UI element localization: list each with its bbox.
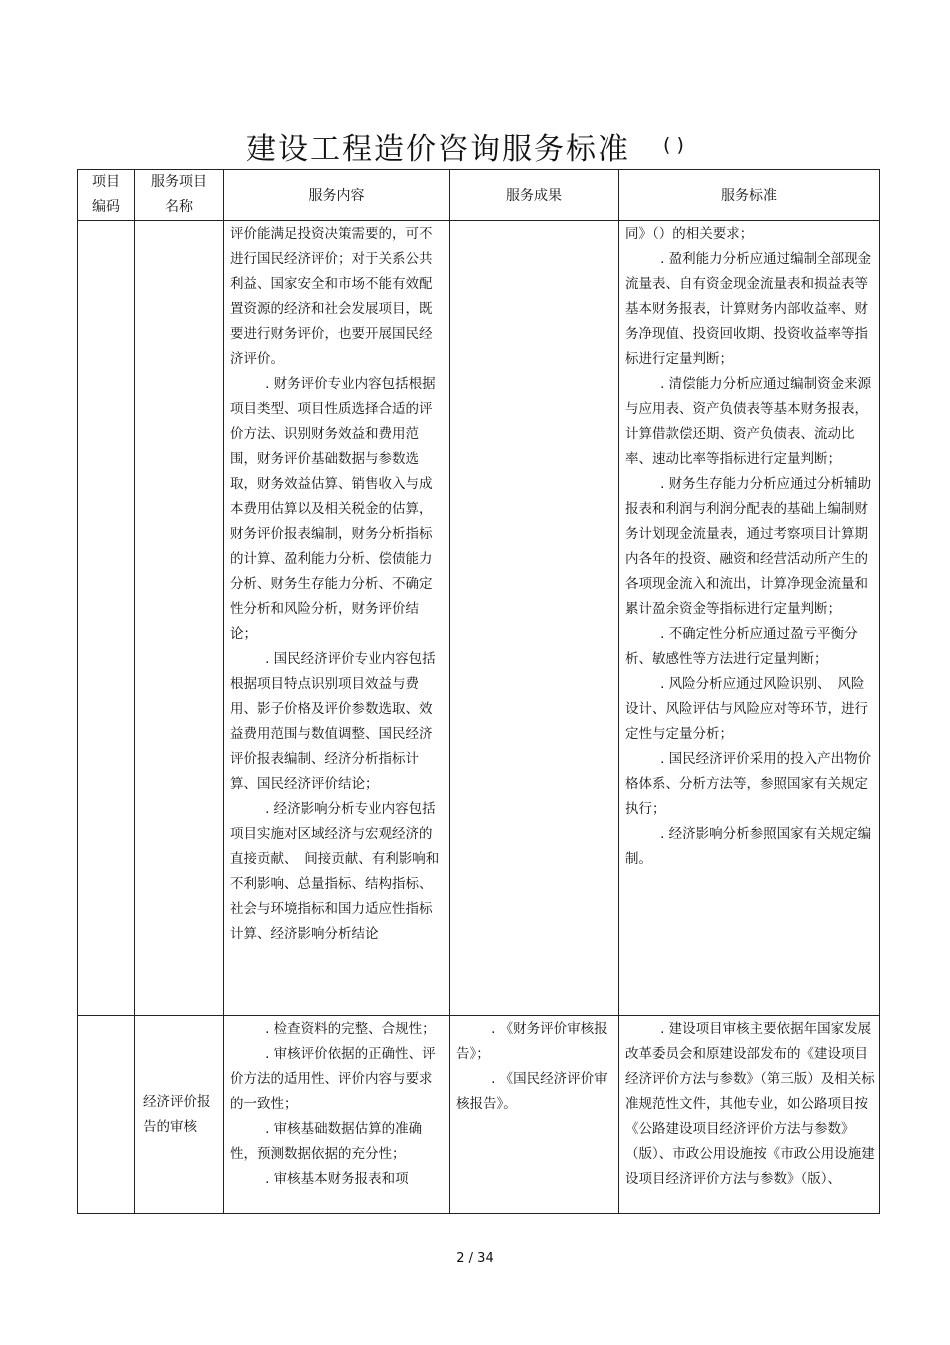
table-header-row <box>78 170 880 221</box>
header-name: 服务项目 名称 <box>135 170 224 221</box>
row1-code <box>78 221 135 1016</box>
table-row <box>78 1016 880 1214</box>
row1-standard <box>619 221 880 1016</box>
paragraph: . 《国民经济评价审核报告》。 <box>456 1071 608 1112</box>
paragraph: . 审核基础数据估算的准确性，预测数据依据的充分性； <box>230 1121 423 1162</box>
row2-standard <box>619 1016 880 1214</box>
paragraph: . 不确定性分析应通过盈亏平衡分析、敏感性等方法进行定量判断； <box>625 626 858 667</box>
header-standard: 服务标准 <box>619 170 880 221</box>
row2-content <box>224 1016 450 1214</box>
service-standard-table <box>77 169 880 1214</box>
paragraph: . 财务评价专业内容包括根据项目类型、项目性质选择合适的评价方法、识别财务效益和费用范围，财务评价基础数据与参数选取，财务效益估算、销售收入与成本费用估算以及相关税金的估算，财务评价报表编制，财务分析指标的计算、盈利能力分析、偿债能力分析、财务生存能力分析、不确定性分析和风险分析，财务评价结论； <box>230 376 436 642</box>
header-content: 服务内容 <box>224 170 450 221</box>
title-main: 建设工程造价咨询服务标准 <box>246 132 630 167</box>
document-title <box>0 120 950 170</box>
paragraph: . 财务生存能力分析应通过分析辅助报表和利润与利润分配表的基础上编制财务计划现金流量表，通过考察项目计算期内各年的投资、融资和经营活动所产生的各项现金流入和流出，计算净现金流量和累计盈余资金等指标进行定量判断； <box>625 476 872 617</box>
paragraph: . 审核基本财务报表和项 <box>265 1171 409 1187</box>
paragraph: . 建设项目审核主要依据年国家发展改革委员会和原建设部发布的《建设项目经济评价方法与参数》（第三版）及相关标准规范性文件，其他专业，如公路项目按《公路建设项目经济评价方法与参数》（版）、市政公用设施按《市政公用设施建设项目经济评价方法与参数》（版）、 <box>625 1021 875 1187</box>
service-name: 经济评价报告的审核 <box>143 1094 211 1135</box>
paragraph: . 经济影响分析专业内容包括项目实施对区域经济与宏观经济的直接贡献、 间接贡献、有利影响和不利影响、总量指标、结构指标、社会与环境指标和国力适应性指标计算、经济影响分析结论 <box>230 801 440 942</box>
paragraph: . 盈利能力分析应通过编制全部现金流量表、自有资金现金流量表和损益表等基本财务报表，计算财务内部收益率、财务净现值、投资回收期、投资收益率等指标进行定量判断； <box>625 251 872 367</box>
paragraph: . 国民经济评价采用的投入产出物价格体系、分析方法等，参照国家有关规定执行； <box>625 751 872 817</box>
header-code: 项目 编码 <box>78 170 135 221</box>
row2-result <box>450 1016 619 1214</box>
row1-content <box>224 221 450 1016</box>
table-row <box>78 221 880 1016</box>
paragraph: 评价能满足投资决策需要的，可不进行国民经济评价；对于关系公共利益、国家安全和市场不能有效配置资源的经济和社会发展项目，既要进行财务评价，也要开展国民经济评价。 <box>230 226 433 367</box>
header-result: 服务成果 <box>450 170 619 221</box>
row1-name <box>135 221 224 1016</box>
row2-name <box>135 1016 224 1214</box>
paragraph: . 《财务评价审核报告》； <box>456 1021 608 1062</box>
paragraph: . 经济影响分析参照国家有关规定编制。 <box>625 826 872 867</box>
paragraph: . 清偿能力分析应通过编制资金来源与应用表、资产负债表等基本财务报表，计算借款偿还期、资产负债表、流动比率、速动比率等指标进行定量判断； <box>625 376 872 467</box>
row1-result <box>450 221 619 1016</box>
paragraph: . 风险分析应通过风险识别、 风险设计、风险评估与风险应对等环节，进行定性与定量分析； <box>625 676 868 742</box>
title-suffix: ( ) <box>663 134 684 156</box>
paragraph: 同》（）的相关要求； <box>625 226 754 242</box>
row2-code <box>78 1016 135 1214</box>
paragraph: . 审核评价依据的正确性、评价方法的适用性、评价内容与要求的一致性； <box>230 1046 436 1112</box>
paragraph: . 国民经济评价专业内容包括根据项目特点识别项目效益与费用、影子价格及评价参数选取、效益费用范围与数值调整、国民经济评价报表编制、经济分析指标计算、国民经济评价结论； <box>230 651 436 792</box>
page-number: 2 / 34 <box>456 1251 494 1266</box>
paragraph: . 检查资料的完整、合规性； <box>265 1021 436 1037</box>
